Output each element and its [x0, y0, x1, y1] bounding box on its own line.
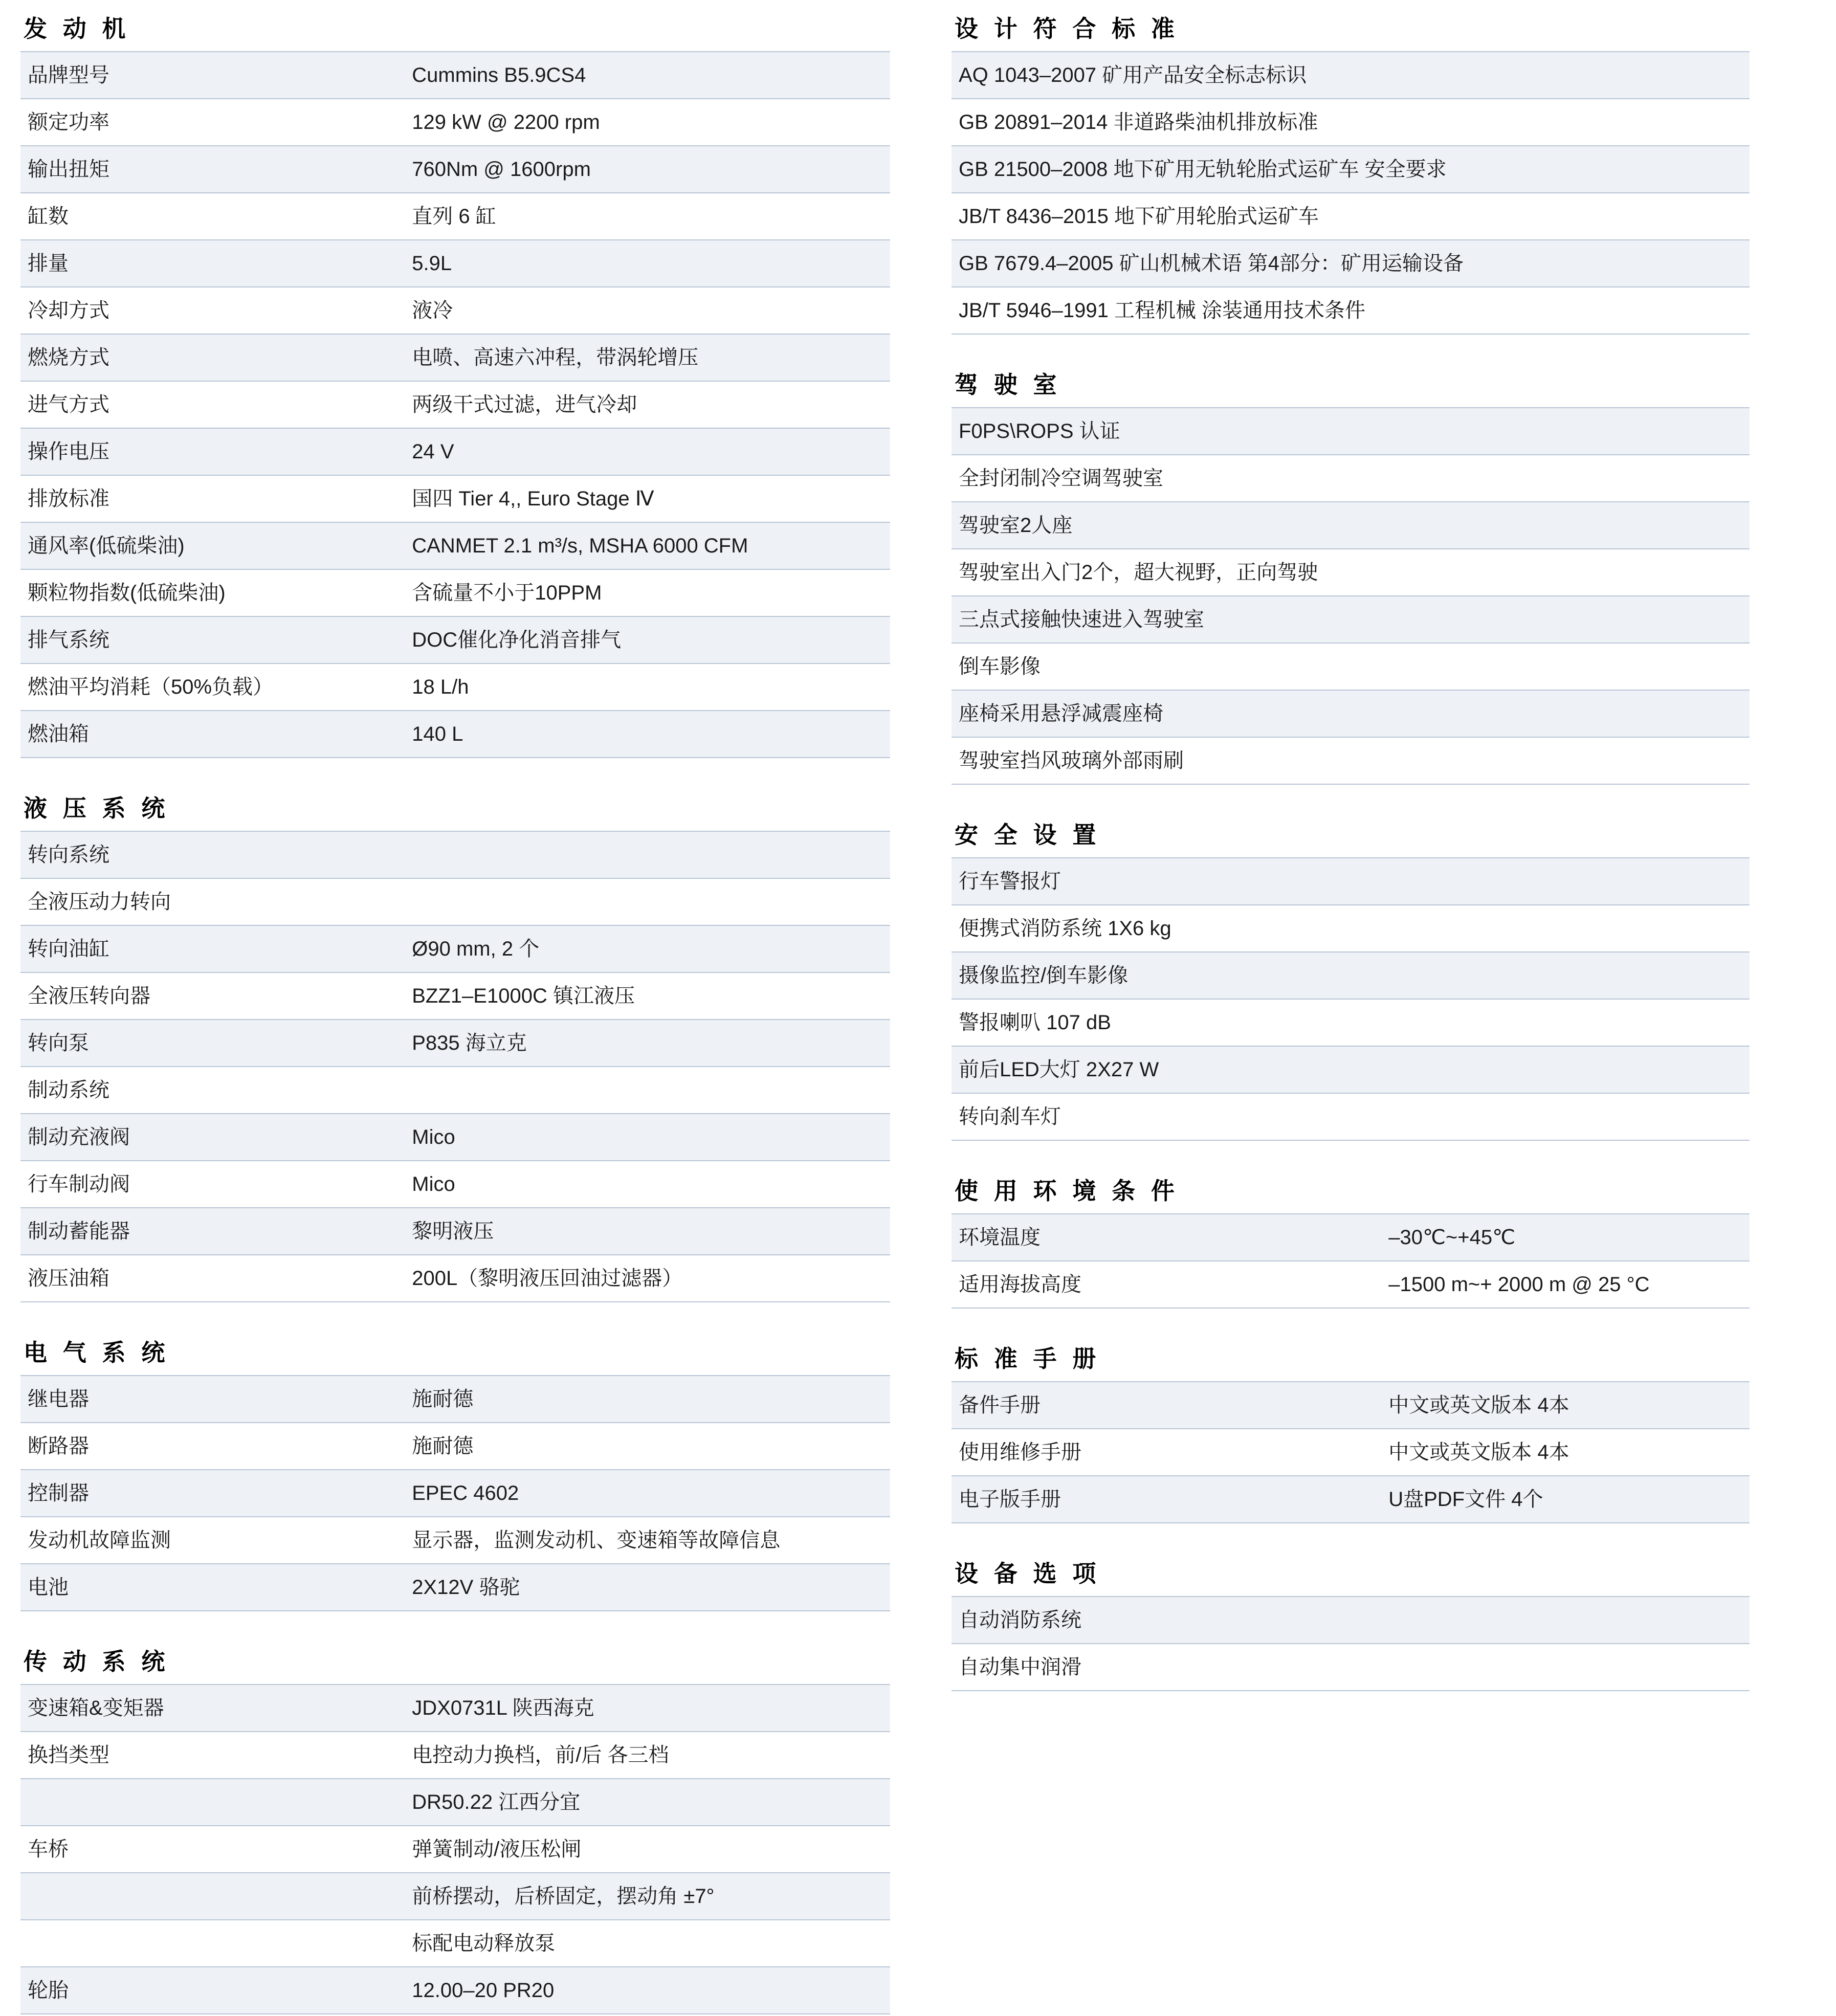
table-row [20, 1067, 890, 1114]
table-row [20, 1517, 890, 1564]
spec-key: 变速箱&变矩器 [20, 1685, 405, 1732]
spec-value: 760Nm @ 1600rpm [405, 146, 890, 193]
table-row [20, 1114, 890, 1161]
spec-value: Mico [405, 1161, 890, 1208]
spec-key: 额定功率 [20, 99, 405, 146]
table-row [952, 596, 1750, 643]
spec-key: 制动蓄能器 [20, 1208, 405, 1255]
spec-key: 排量 [20, 240, 405, 287]
section-title-electrical-system: 电 气 系 统 [24, 1339, 170, 1366]
table-row [952, 549, 1750, 596]
spec-item: 自动集中润滑 [952, 1644, 1750, 1691]
table-row [952, 1476, 1750, 1523]
spec-item: 驾驶室出入门2个，超大视野，正向驾驶 [952, 549, 1750, 596]
table-row [952, 99, 1750, 146]
spec-item: 便携式消防系统 1X6 kg [952, 905, 1750, 952]
spec-value: 18 L/h [405, 663, 890, 711]
table-row [20, 240, 890, 287]
spec-value: 标配电动释放泵 [405, 1920, 890, 1967]
table-row [952, 1046, 1750, 1093]
spec-item: AQ 1043–2007 矿用产品安全标志标识 [952, 52, 1750, 99]
spec-key: 燃油箱 [20, 711, 405, 758]
spec-item: 驾驶室挡风玻璃外部雨刷 [952, 737, 1750, 784]
spec-value: 含硫量不小于10PPM [405, 569, 890, 616]
spec-value: 140 L [405, 711, 890, 758]
table-row [20, 831, 890, 878]
spec-table-design-standards [952, 51, 1750, 335]
table-row [20, 616, 890, 663]
table-row [20, 287, 890, 334]
spec-key: 环境温度 [952, 1214, 1381, 1261]
table-row [952, 1597, 1750, 1644]
table-row [952, 52, 1750, 99]
table-row [20, 1564, 890, 1611]
spec-item: 自动消防系统 [952, 1597, 1750, 1644]
spec-key: 转向泵 [20, 1020, 405, 1067]
spec-table-hydraulic-system [20, 831, 890, 1302]
spec-key: 制动充液阀 [20, 1114, 405, 1161]
table-row [20, 475, 890, 522]
spec-item: 摄像监控/倒车影像 [952, 952, 1750, 999]
table-row [20, 522, 890, 569]
table-row [20, 1470, 890, 1517]
spec-key: 发动机故障监测 [20, 1517, 405, 1564]
table-row [20, 1161, 890, 1208]
spec-key: 继电器 [20, 1376, 405, 1423]
table-row [20, 972, 890, 1020]
spec-value: 200L（黎明液压回油过滤器） [405, 1255, 890, 1302]
spec-item: 行车警报灯 [952, 858, 1750, 905]
spec-key: 制动系统 [20, 1067, 405, 1114]
spec-table-standard-manuals [952, 1381, 1750, 1523]
spec-item: JB/T 5946–1991 工程机械 涂装通用技术条件 [952, 287, 1750, 334]
section-title-safety-settings: 安 全 设 置 [955, 822, 1101, 848]
section-title-hydraulic-system: 液 压 系 统 [24, 795, 170, 822]
table-row [952, 1214, 1750, 1261]
spec-table-cab [952, 407, 1750, 785]
table-row [952, 737, 1750, 784]
table-row [20, 1779, 890, 1826]
spec-value: U盘PDF文件 4个 [1381, 1476, 1750, 1523]
spec-key: 控制器 [20, 1470, 405, 1517]
spec-value: 中文或英文版本 4本 [1381, 1429, 1750, 1476]
section-title-engine: 发 动 机 [24, 15, 130, 42]
table-row [952, 858, 1750, 905]
spec-value: Ø90 mm, 2 个 [405, 925, 890, 972]
spec-table-equipment-options [952, 1596, 1750, 1691]
spec-value: CANMET 2.1 m³/s, MSHA 6000 CFM [405, 522, 890, 569]
spec-item: 全封闭制冷空调驾驶室 [952, 455, 1750, 502]
table-row [20, 334, 890, 381]
spec-item: JB/T 8436–2015 地下矿用轮胎式运矿车 [952, 193, 1750, 240]
table-row [952, 193, 1750, 240]
spec-value: 液冷 [405, 287, 890, 334]
spec-item: 座椅采用悬浮减震座椅 [952, 690, 1750, 737]
spec-key: 电子版手册 [952, 1476, 1381, 1523]
spec-key: 燃烧方式 [20, 334, 405, 381]
spec-value: DOC催化净化消音排气 [405, 616, 890, 663]
spec-key: 行车制动阀 [20, 1161, 405, 1208]
spec-value: DR50.22 江西分宜 [405, 1779, 890, 1826]
spec-value: 中文或英文版本 4本 [1381, 1382, 1750, 1429]
table-row [20, 1255, 890, 1302]
table-row [20, 925, 890, 972]
spec-value: 直列 6 缸 [405, 193, 890, 240]
table-row [952, 999, 1750, 1046]
table-row [20, 1920, 890, 1967]
spec-key: 全液压动力转向 [20, 878, 405, 925]
spec-value: 2X12V 骆驼 [405, 1564, 890, 1611]
table-row [20, 1873, 890, 1920]
spec-item: GB 7679.4–2005 矿山机械术语 第4部分：矿用运输设备 [952, 240, 1750, 287]
spec-item: 前后LED大灯 2X27 W [952, 1046, 1750, 1093]
spec-table-operating-environment [952, 1213, 1750, 1309]
spec-key [20, 1920, 405, 1967]
spec-key [20, 1873, 405, 1920]
table-row [20, 428, 890, 475]
spec-key: 进气方式 [20, 381, 405, 428]
spec-value: Cummins B5.9CS4 [405, 52, 890, 99]
spec-value: 前桥摆动，后桥固定，摆动角 ±7° [405, 1873, 890, 1920]
spec-value: 施耐德 [405, 1423, 890, 1470]
section-title-design-standards: 设 计 符 合 标 准 [955, 15, 1179, 42]
spec-item: 警报喇叭 107 dB [952, 999, 1750, 1046]
spec-key: 断路器 [20, 1423, 405, 1470]
spec-key: 品牌型号 [20, 52, 405, 99]
table-row [952, 455, 1750, 502]
right-column [952, 10, 1750, 1691]
left-column [20, 10, 890, 2014]
table-row [20, 711, 890, 758]
table-row [20, 1685, 890, 1732]
table-row [952, 690, 1750, 737]
spec-key: 排气系统 [20, 616, 405, 663]
spec-value: EPEC 4602 [405, 1470, 890, 1517]
spec-key: 使用维修手册 [952, 1429, 1381, 1476]
table-row [952, 1644, 1750, 1691]
table-row [952, 952, 1750, 999]
spec-key: 适用海拔高度 [952, 1261, 1381, 1308]
spec-key: 转向系统 [20, 831, 405, 878]
spec-table-electrical-system [20, 1375, 890, 1611]
spec-key: 换挡类型 [20, 1732, 405, 1779]
table-row [20, 1826, 890, 1873]
spec-value: 5.9L [405, 240, 890, 287]
spec-value: JDX0731L 陕西海克 [405, 1685, 890, 1732]
spec-value: 12.00–20 PR20 [405, 1967, 890, 2014]
table-row [20, 1732, 890, 1779]
spec-key: 通风率(低硫柴油) [20, 522, 405, 569]
spec-value: 弹簧制动/液压松闸 [405, 1826, 890, 1873]
table-row [20, 1020, 890, 1067]
table-row [20, 381, 890, 428]
spec-key: 操作电压 [20, 428, 405, 475]
spec-key: 输出扭矩 [20, 146, 405, 193]
spec-value: 黎明液压 [405, 1208, 890, 1255]
spec-key: 电池 [20, 1564, 405, 1611]
table-row [952, 287, 1750, 334]
table-row [952, 1093, 1750, 1140]
table-row [20, 146, 890, 193]
spec-key: 全液压转向器 [20, 972, 405, 1020]
spec-value [405, 878, 890, 925]
spec-key: 颗粒物指数(低硫柴油) [20, 569, 405, 616]
spec-item: F0PS\ROPS 认证 [952, 408, 1750, 455]
spec-key [20, 1779, 405, 1826]
spec-item: GB 20891–2014 非道路柴油机排放标准 [952, 99, 1750, 146]
section-title-standard-manuals: 标 准 手 册 [955, 1345, 1101, 1372]
table-row [20, 1423, 890, 1470]
section-title-transmission-system: 传 动 系 统 [24, 1648, 170, 1675]
spec-value: BZZ1–E1000C 镇江液压 [405, 972, 890, 1020]
spec-table-transmission-system [20, 1684, 890, 2014]
spec-value: 显示器，监测发动机、变速箱等故障信息 [405, 1517, 890, 1564]
spec-value: 129 kW @ 2200 rpm [405, 99, 890, 146]
table-row [20, 1967, 890, 2014]
spec-table-safety-settings [952, 857, 1750, 1141]
spec-value: 电控动力换档，前/后 各三档 [405, 1732, 890, 1779]
table-row [952, 146, 1750, 193]
spec-value: –30℃~+45℃ [1381, 1214, 1750, 1261]
table-row [952, 905, 1750, 952]
spec-key: 冷却方式 [20, 287, 405, 334]
table-row [952, 408, 1750, 455]
table-row [20, 52, 890, 99]
spec-value: –1500 m~+ 2000 m @ 25 °C [1381, 1261, 1750, 1308]
spec-item: 倒车影像 [952, 643, 1750, 690]
spec-key: 轮胎 [20, 1967, 405, 2014]
spec-item: 驾驶室2人座 [952, 502, 1750, 549]
table-row [20, 193, 890, 240]
section-title-operating-environment: 使 用 环 境 条 件 [955, 1178, 1179, 1204]
spec-value: 24 V [405, 428, 890, 475]
spec-key: 备件手册 [952, 1382, 1381, 1429]
spec-key: 转向油缸 [20, 925, 405, 972]
spec-item: 转向刹车灯 [952, 1093, 1750, 1140]
table-row [952, 240, 1750, 287]
spec-value [405, 1067, 890, 1114]
table-row [952, 1261, 1750, 1308]
table-row [20, 663, 890, 711]
table-row [952, 1382, 1750, 1429]
spec-value: 电喷、高速六冲程，带涡轮增压 [405, 334, 890, 381]
table-row [20, 1376, 890, 1423]
spec-value [405, 831, 890, 878]
section-title-cab: 驾 驶 室 [955, 371, 1061, 398]
section-title-equipment-options: 设 备 选 项 [955, 1560, 1101, 1587]
spec-value: 国四 Tier 4,, Euro Stage Ⅳ [405, 475, 890, 522]
spec-value: 施耐德 [405, 1376, 890, 1423]
spec-key: 液压油箱 [20, 1255, 405, 1302]
spec-value: Mico [405, 1114, 890, 1161]
spec-key: 燃油平均消耗（50%负载） [20, 663, 405, 711]
spec-value: 两级干式过滤，进气冷却 [405, 381, 890, 428]
table-row [20, 99, 890, 146]
table-row [20, 878, 890, 925]
spec-key: 排放标准 [20, 475, 405, 522]
spec-item: 三点式接触快速进入驾驶室 [952, 596, 1750, 643]
table-row [952, 643, 1750, 690]
spec-table-engine [20, 51, 890, 758]
spec-item: GB 21500–2008 地下矿用无轨轮胎式运矿车 安全要求 [952, 146, 1750, 193]
spec-value: P835 海立克 [405, 1020, 890, 1067]
spec-key: 缸数 [20, 193, 405, 240]
table-row [20, 569, 890, 616]
spec-key: 车桥 [20, 1826, 405, 1873]
table-row [952, 502, 1750, 549]
table-row [952, 1429, 1750, 1476]
table-row [20, 1208, 890, 1255]
